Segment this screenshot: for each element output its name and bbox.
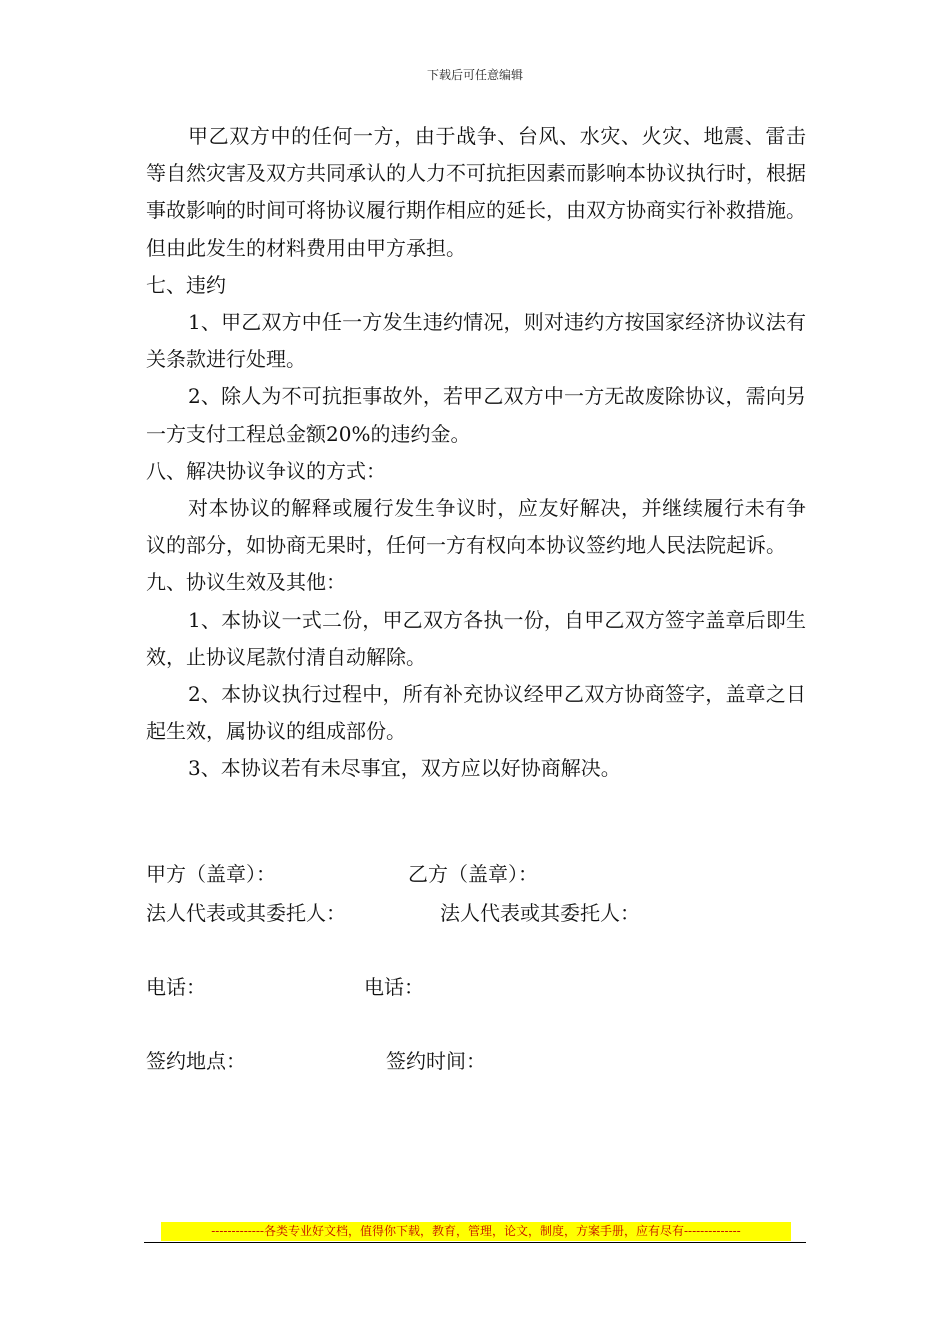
footer-rule bbox=[144, 1242, 806, 1243]
party-b-rep-label: 法人代表或其委托人： bbox=[440, 901, 640, 925]
effect-clause-1: 1、本协议一式二份，甲乙双方各执一份，自甲乙双方签字盖章后即生效，止协议尾款付清自动解除。 bbox=[146, 607, 806, 669]
party-a-seal-label: 甲方（盖章）： bbox=[146, 862, 276, 886]
section-heading-breach: 七、违约 bbox=[146, 272, 226, 297]
force-majeure-paragraph: 甲乙双方中的任何一方，由于战争、台风、水灾、火灾、地震、雷击等自然灾害及双方共同承认的人力不可抗拒因素而影响本协议执行时，根据事故影响的时间可将协议履行期作相应的延长，由双方协商实行补救措施。但由此发生的材料费用由甲方承担。 bbox=[146, 124, 806, 260]
dispute-clause: 对本协议的解释或履行发生争议时，应友好解决，并继续履行未有争议的部分，如协商无果时，任何一方有权向本协议签约地人民法院起诉。 bbox=[146, 496, 806, 558]
party-b-seal-label: 乙方（盖章）： bbox=[408, 862, 538, 886]
effect-clause-2: 2、本协议执行过程中，所有补充协议经甲乙双方协商签字，盖章之日起生效，属协议的组成部份。 bbox=[146, 682, 806, 744]
breach-clause-2: 2、除人为不可抗拒事故外，若甲乙双方中一方无故废除协议，需向另一方支付工程总金额20%的违约金。 bbox=[146, 384, 806, 446]
party-a-phone-label: 电话： bbox=[146, 975, 206, 999]
page-header: 下载后可任意编辑 bbox=[426, 68, 523, 82]
party-a-rep-label: 法人代表或其委托人： bbox=[146, 901, 346, 925]
contract-body bbox=[146, 118, 806, 788]
effect-clause-3: 3、本协议若有未尽事宜，双方应以好协商解决。 bbox=[188, 756, 621, 781]
footer-banner: -------------各类专业好文档，值得你下载，教育，管理，论文，制度，方案手册，应有尽有-------------- bbox=[161, 1222, 791, 1241]
signing-place-label: 签约地点： bbox=[146, 1049, 246, 1073]
section-heading-dispute: 八、解决协议争议的方式： bbox=[146, 458, 386, 483]
party-b-phone-label: 电话： bbox=[364, 975, 424, 999]
breach-clause-1: 1、甲乙双方中任一方发生违约情况，则对违约方按国家经济协议法有关条款进行处理。 bbox=[146, 310, 806, 372]
signing-time-label: 签约时间： bbox=[386, 1049, 486, 1073]
section-heading-effect: 九、协议生效及其他： bbox=[146, 570, 346, 595]
